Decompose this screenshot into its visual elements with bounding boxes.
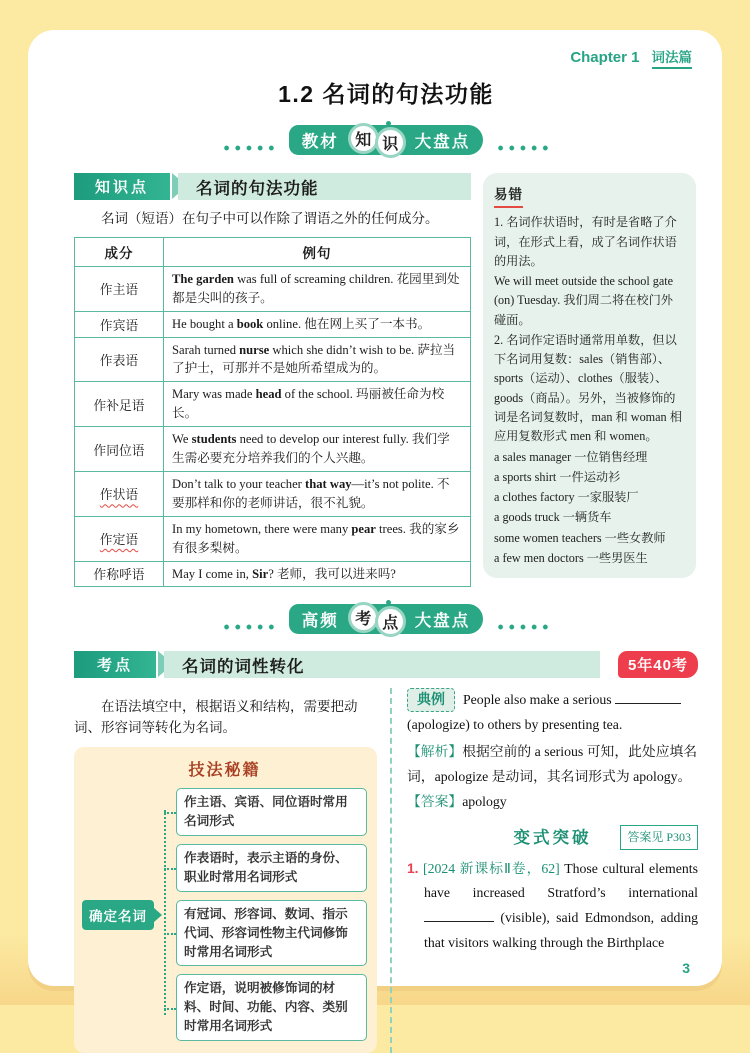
variation-title: 变式突破	[513, 828, 592, 847]
phrase-example: a few men doctors 一些男医生	[494, 550, 648, 565]
technique-box	[74, 747, 377, 1053]
example-cell: Mary was made head of the school. 玛丽被任命为校长。	[164, 382, 471, 427]
table-row	[75, 311, 471, 337]
role-cell: 作补足语	[75, 382, 164, 427]
mind-map-branch: 作定语，说明被修饰词的材料、时间、功能、内容、类别时常用名词形式	[176, 974, 367, 1041]
kaodian-heading: 名词的词性转化	[164, 651, 600, 678]
banner-circle-1: 考	[348, 602, 379, 633]
kaodian-section-header	[74, 651, 698, 678]
banner-textbook-knowledge	[74, 122, 698, 158]
analysis-label: 【解析】	[407, 744, 463, 760]
knowledge-heading: 名词的句法功能	[178, 173, 471, 200]
error-note-1: 1. 名词作状语时，有时是省略了介词，在形式上看，成了名词作状语的用法。	[494, 215, 677, 268]
knowledge-intro: 名词（短语）在句子中可以作除了谓语之外的任何成分。	[101, 211, 439, 226]
example-badge: 典例	[407, 688, 455, 712]
mind-map-branch: 作主语、宾语、同位语时常用名词形式	[176, 788, 367, 836]
dot-icon	[386, 121, 391, 126]
banner-pill	[289, 125, 484, 155]
example-cell: We students need to develop our interest fully. 我们学生需必要充分培养我们的个人兴趣。	[164, 427, 471, 472]
knowledge-badge: 知识点	[74, 173, 170, 200]
mind-map-branches	[176, 788, 367, 1041]
page-card	[28, 30, 722, 1034]
dot-leader-icon	[495, 145, 551, 151]
phrase-example: a goods truck 一辆货车	[494, 510, 612, 525]
example-cell: He bought a book online. 他在网上买了一本书。	[164, 311, 471, 337]
chapter-tag: 词法篇	[652, 46, 693, 69]
page-number: 3	[682, 960, 690, 976]
knowledge-section	[74, 173, 698, 587]
table-row	[75, 266, 471, 311]
dot-leader-icon	[221, 624, 277, 630]
technique-title: 技法秘籍	[188, 762, 261, 780]
kaodian-section-body	[74, 688, 698, 1053]
answer-reference-box: 答案见 P303	[620, 825, 698, 851]
banner-pill	[289, 604, 484, 634]
table-row	[75, 471, 471, 516]
role-cell: 作主语	[75, 266, 164, 311]
phrase-example: a sales manager 一位销售经理	[494, 449, 648, 464]
column-header-example: 例句	[164, 237, 471, 266]
table-row	[75, 561, 471, 587]
exam-count-badge: 5年40考	[618, 651, 698, 678]
chapter-header	[570, 46, 692, 69]
dot-icon	[386, 600, 391, 605]
fill-in-blank	[424, 908, 494, 922]
banner-circle-2: 识	[375, 127, 406, 158]
error-note-2: 2. 名词作定语时通常用单数，但以下名词用复数：sales（销售部）、sports（运动）、clothes（服装）、goods（商品）。另外，当被修饰的词是名词复数时，man 和 woman 相应用复数形式 men 和 women。	[494, 332, 682, 444]
variation-question-1: 1. [2024 新课标Ⅱ卷，62] Those cultural elements have increased Stratford’s international (visible), said Edmondson, adding that visitors walking through the Birthplace	[407, 860, 698, 951]
role-cell: 作定语	[75, 516, 164, 561]
mind-map-branch: 有冠词、形容词、数词、指示代词、形容词性物主代词修饰时常用名词形式	[176, 900, 367, 967]
example-cell: Sarah turned nurse which she didn’t wish to be. 萨拉当了护士，可那并不是她所希望成为的。	[164, 337, 471, 382]
typical-example: 典例 People also make a serious (apologize) to others by presenting tea.	[407, 688, 698, 738]
banner-circle-2: 点	[375, 606, 406, 637]
example-cell: The garden was full of screaming children. 花园里到处都是尖叫的孩子。	[164, 266, 471, 311]
error-note-example: We will meet outside the school gate (on) Tuesday. 我们周二将在校门外碰面。	[494, 274, 674, 327]
variation-header	[407, 824, 698, 850]
mind-map	[82, 788, 367, 1041]
kaodian-badge: 考点	[74, 651, 156, 678]
example-cell: May I come in, Sir? 老师，我可以进来吗?	[164, 561, 471, 587]
mind-map-root-node: 确定名词	[82, 900, 154, 930]
error-box-title: 易错	[494, 184, 523, 208]
role-cell: 作表语	[75, 337, 164, 382]
dot-leader-icon	[221, 145, 277, 151]
banner-circle-1: 知	[348, 123, 379, 154]
answer-line: 【答案】apology	[407, 793, 507, 809]
table-header-row	[75, 237, 471, 266]
role-cell: 作称呼语	[75, 561, 164, 587]
table-row	[75, 427, 471, 472]
banner-right-label: 大盘点	[414, 612, 471, 631]
fill-in-blank	[615, 690, 681, 704]
knowledge-section-header	[74, 173, 471, 200]
kaodian-right-column	[390, 688, 698, 1053]
role-cell: 作同位语	[75, 427, 164, 472]
analysis-line: 【解析】根据空前的 a serious 可知，此处应填名词，apologize 是动词，其名词形式为 apology。	[407, 744, 698, 784]
dot-leader-icon	[495, 624, 551, 630]
example-cell: In my hometown, there were many pear trees. 我的家乡有很多梨树。	[164, 516, 471, 561]
kaodian-intro: 在语法填空中，根据语义和结构，需要把动词、形容词等转化为名词。	[74, 699, 358, 736]
grammar-function-table	[74, 237, 471, 587]
banner-left-label: 教材	[301, 133, 339, 151]
table-row	[75, 516, 471, 561]
example-cell: Don’t talk to your teacher that way—it’s not polite. 不要那样和你的老师讲话，很不礼貌。	[164, 471, 471, 516]
page-title: 1.2 名词的句法功能	[278, 81, 494, 107]
question-number: 1.	[407, 860, 419, 876]
mind-map-branch: 作表语时，表示主语的身份、职业时常用名词形式	[176, 844, 367, 892]
banner-left-label: 高频	[301, 612, 339, 631]
phrase-example: a sports shirt 一件运动衫	[494, 469, 621, 484]
role-cell: 作状语	[75, 471, 164, 516]
answer-label: 【答案】	[407, 793, 463, 809]
phrase-example: a clothes factory 一家服装厂	[494, 490, 639, 505]
chapter-label: Chapter 1	[570, 49, 640, 66]
error-prone-box	[483, 173, 696, 578]
role-cell: 作宾语	[75, 311, 164, 337]
banner-right-label: 大盘点	[414, 133, 471, 151]
phrase-example: some women teachers 一些女教师	[494, 530, 666, 545]
table-row	[75, 382, 471, 427]
column-header-role: 成分	[75, 237, 164, 266]
banner-highfreq-kaodian	[74, 601, 698, 637]
question-source: [2024 新课标Ⅱ卷，62]	[422, 860, 565, 876]
table-row	[75, 337, 471, 382]
